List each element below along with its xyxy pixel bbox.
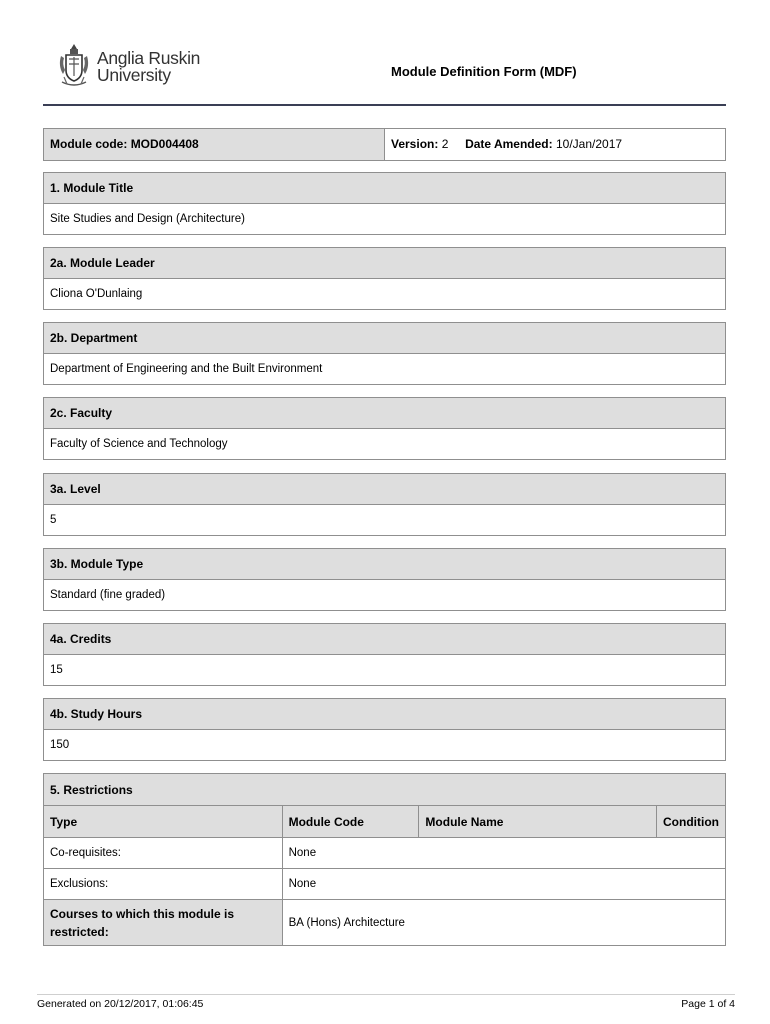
section-value: Faculty of Science and Technology: [50, 438, 228, 450]
restriction-code: BA (Hons) Architecture: [282, 900, 725, 946]
section-value: 5: [50, 514, 57, 526]
section-heading: 3a. Level: [44, 474, 725, 505]
table-row: [44, 900, 726, 946]
column-header-module-name: Module Name: [419, 806, 657, 838]
section-module-type: [43, 548, 726, 611]
section-level: [43, 473, 726, 536]
section-heading: 2b. Department: [44, 323, 725, 354]
logo-line-2: University: [97, 65, 171, 85]
table-row: [44, 838, 726, 869]
form-title: Module Definition Form (MDF): [391, 64, 577, 79]
module-code-label: Module code:: [50, 137, 128, 151]
section-heading: 4a. Credits: [44, 624, 725, 655]
restriction-code: None: [282, 869, 725, 900]
section-module-leader: [43, 247, 726, 310]
section-heading: 3b. Module Type: [44, 549, 725, 580]
section-heading: 2c. Faculty: [44, 398, 725, 429]
section-value: 15: [50, 664, 63, 676]
section-department: [43, 322, 726, 385]
restrictions-heading: 5. Restrictions: [44, 774, 726, 806]
page-footer: [37, 994, 735, 1015]
section-study-hours: [43, 698, 726, 761]
section-value: Site Studies and Design (Architecture): [50, 213, 245, 225]
section-module-title: [43, 172, 726, 235]
version-value: 2: [441, 137, 449, 151]
section-value: Department of Engineering and the Built Environment: [50, 363, 323, 375]
date-amended-value: 10/Jan/2017: [555, 137, 623, 151]
date-amended-label: Date Amended:: [465, 137, 553, 151]
section-value: 150: [50, 739, 70, 751]
section-heading: 1. Module Title: [44, 173, 725, 204]
restriction-type: Courses to which this module is restricted:: [44, 900, 283, 946]
table-row: [44, 869, 726, 900]
restrictions-table: [43, 773, 726, 946]
university-logo: [55, 40, 225, 92]
restriction-code: None: [282, 838, 725, 869]
section-value: Cliona O'Dunlaing: [50, 288, 143, 300]
generated-timestamp: Generated on 20/12/2017, 01:06:45: [37, 998, 204, 1010]
section-faculty: [43, 397, 726, 460]
logo-line-1: Anglia Ruskin: [97, 48, 201, 68]
column-header-module-code: Module Code: [282, 806, 419, 838]
column-header-type: Type: [44, 806, 283, 838]
section-heading: 2a. Module Leader: [44, 248, 725, 279]
document-header: [43, 38, 726, 106]
page-number: Page 1 of 4: [681, 998, 735, 1010]
section-credits: [43, 623, 726, 686]
section-heading: 4b. Study Hours: [44, 699, 725, 730]
version-label: Version:: [391, 137, 439, 151]
column-header-condition: Condition: [657, 806, 726, 838]
section-value: Standard (fine graded): [50, 589, 166, 601]
restriction-type: Co-requisites:: [44, 838, 283, 869]
crest-icon: [55, 40, 93, 90]
module-code-value: MOD004408: [130, 137, 199, 151]
restriction-type: Exclusions:: [44, 869, 283, 900]
module-code-box: [43, 128, 726, 161]
